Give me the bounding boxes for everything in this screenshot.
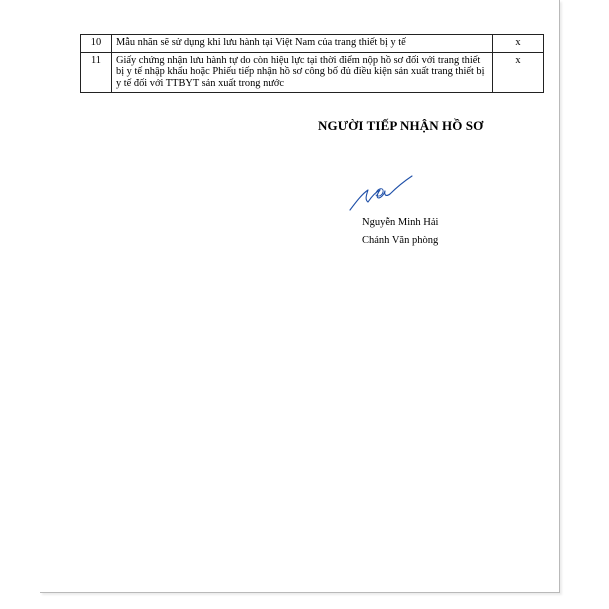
signer-position: Chánh Văn phòng (362, 235, 439, 246)
row-mark: x (493, 35, 544, 53)
receiver-title: NGƯỜI TIẾP NHẬN HỒ SƠ (318, 118, 484, 133)
row-content: Mẫu nhãn sẽ sử dụng khi lưu hành tại Việt Nam của trang thiết bị y tế (112, 35, 493, 53)
table-row (81, 35, 544, 53)
document-table (80, 34, 544, 93)
row-mark: x (493, 52, 544, 93)
table-row (81, 52, 544, 93)
signature-stroke (350, 176, 412, 210)
signature-image (346, 166, 416, 216)
signer-name: Nguyễn Minh Hải (362, 217, 439, 228)
row-content: Giấy chứng nhận lưu hành tự do còn hiệu lực tại thời điểm nộp hồ sơ đối với trang thiết bị y tế nhập khẩu hoặc Phiếu tiếp nhận hồ sơ công bố đủ điều kiện sản xuất trang thiết bị y tế đối với TTBYT sản xuất trong nước (112, 52, 493, 93)
row-number: 11 (81, 52, 112, 93)
row-number: 10 (81, 35, 112, 53)
